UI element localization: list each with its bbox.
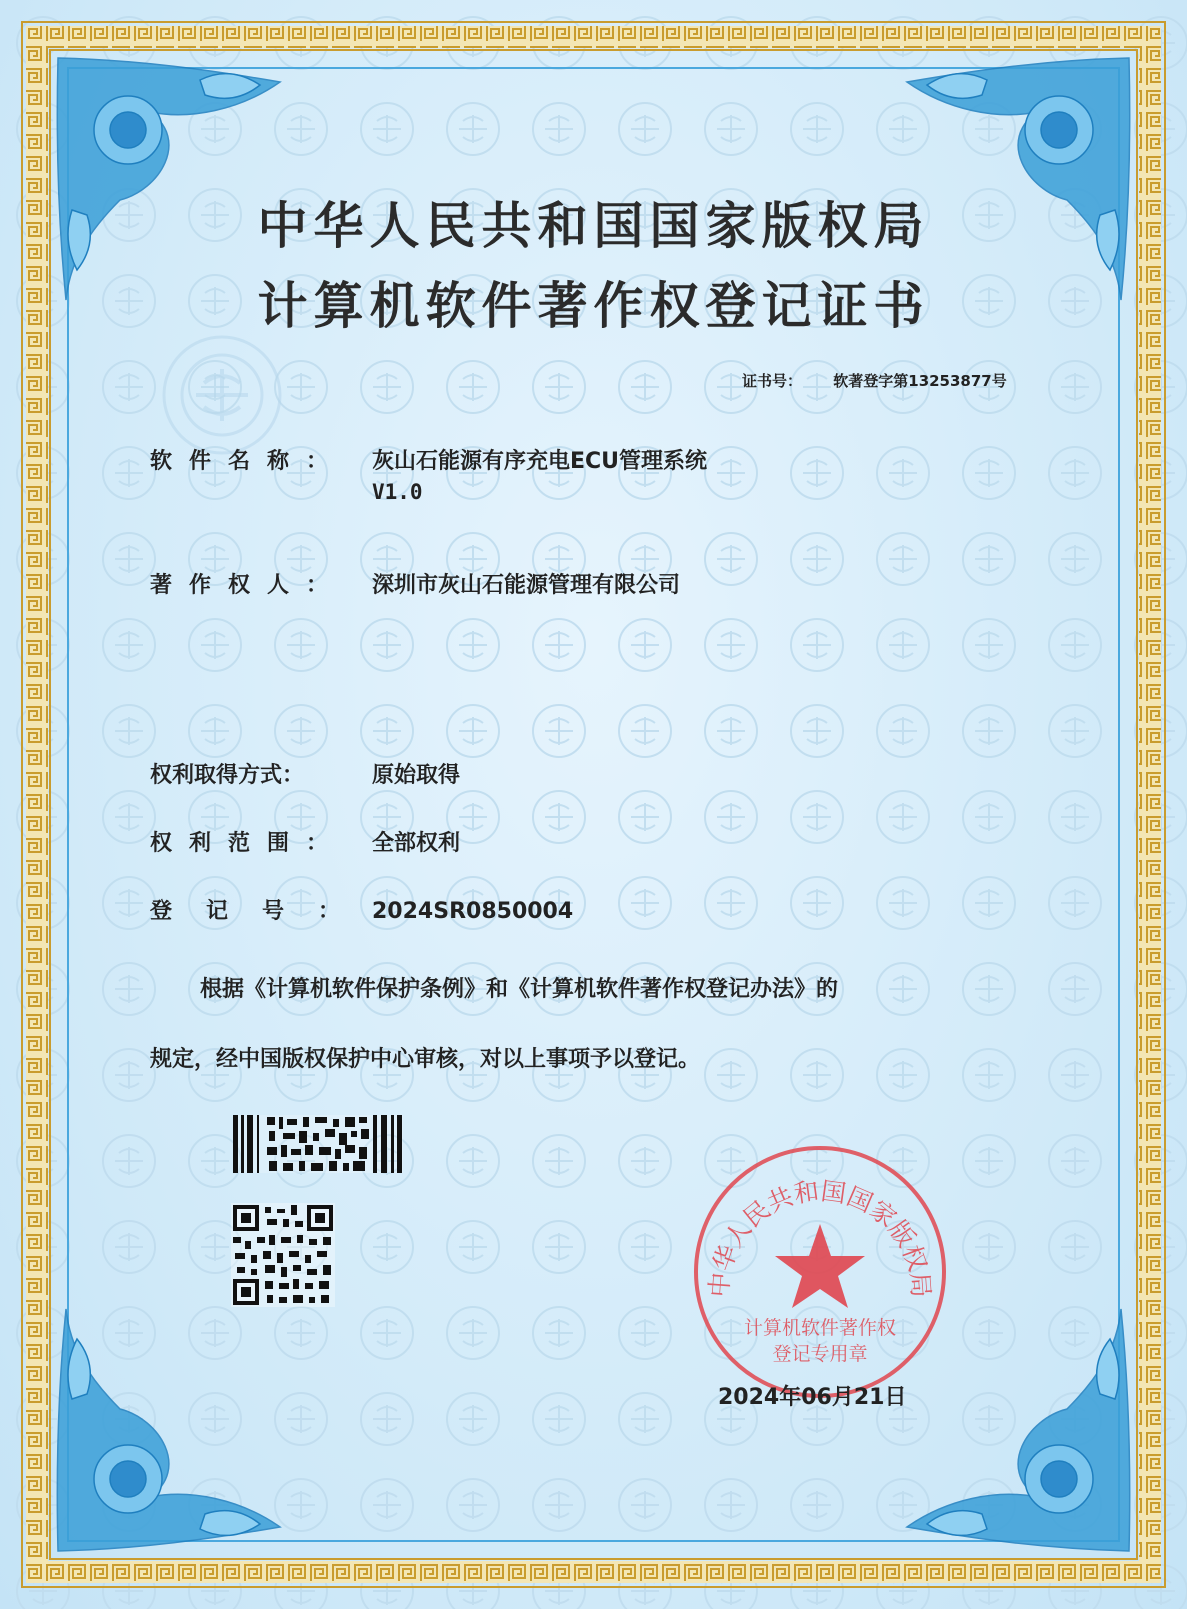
field-software-name — [150, 444, 707, 475]
field-label: 权利取得方式： — [150, 763, 305, 788]
issue-date: 2024年06月21日 — [718, 1385, 907, 1410]
title-certificate: 计算机软件著作权登记证书 — [257, 276, 930, 335]
star-icon — [775, 1224, 865, 1308]
statement-line-2: 规定，经中国版权保护中心审核，对以上事项予以登记。 — [150, 1047, 701, 1072]
qr-code — [231, 1203, 335, 1307]
statement-line-1: 根据《计算机软件保护条例》和《计算机软件著作权登记办法》的 — [200, 977, 839, 1002]
field-value: 2024SR0850004 — [372, 899, 574, 924]
barcode — [233, 1115, 403, 1173]
field-label: 软件名称： — [150, 449, 346, 474]
corner-ornament-top-left — [57, 58, 280, 300]
field-label: 著作权人： — [150, 573, 346, 598]
seal-inner-line-2: 登记专用章 — [772, 1343, 868, 1365]
software-version: V1.0 — [372, 480, 423, 504]
official-seal — [690, 1142, 950, 1402]
field-registration-number — [150, 894, 573, 925]
field-acquisition-method — [150, 758, 460, 789]
field-value: 全部权利 — [372, 831, 461, 856]
field-label: 登记号： — [150, 899, 375, 924]
field-value: 灰山石能源有序充电ECU管理系统 — [372, 449, 708, 474]
certificate-number — [742, 370, 1007, 391]
field-copyright-owner — [150, 568, 680, 599]
field-value: 原始取得 — [372, 763, 461, 788]
corner-ornament-bottom-left — [57, 1309, 280, 1551]
seal-inner-line-1: 计算机软件著作权 — [743, 1317, 897, 1339]
field-value: 深圳市灰山石能源管理有限公司 — [372, 573, 681, 598]
field-label: 权利范围： — [150, 831, 346, 856]
title-authority: 中华人民共和国国家版权局 — [257, 196, 930, 255]
field-rights-scope — [150, 826, 460, 857]
seal-outer-text: 中华人民共和国国家版权局 — [704, 1176, 936, 1299]
corner-ornament-top-right — [907, 58, 1130, 300]
certificate-number-label: 证书号： — [742, 372, 803, 390]
certificate-number-value: 软著登字第13253877号 — [833, 372, 1007, 390]
